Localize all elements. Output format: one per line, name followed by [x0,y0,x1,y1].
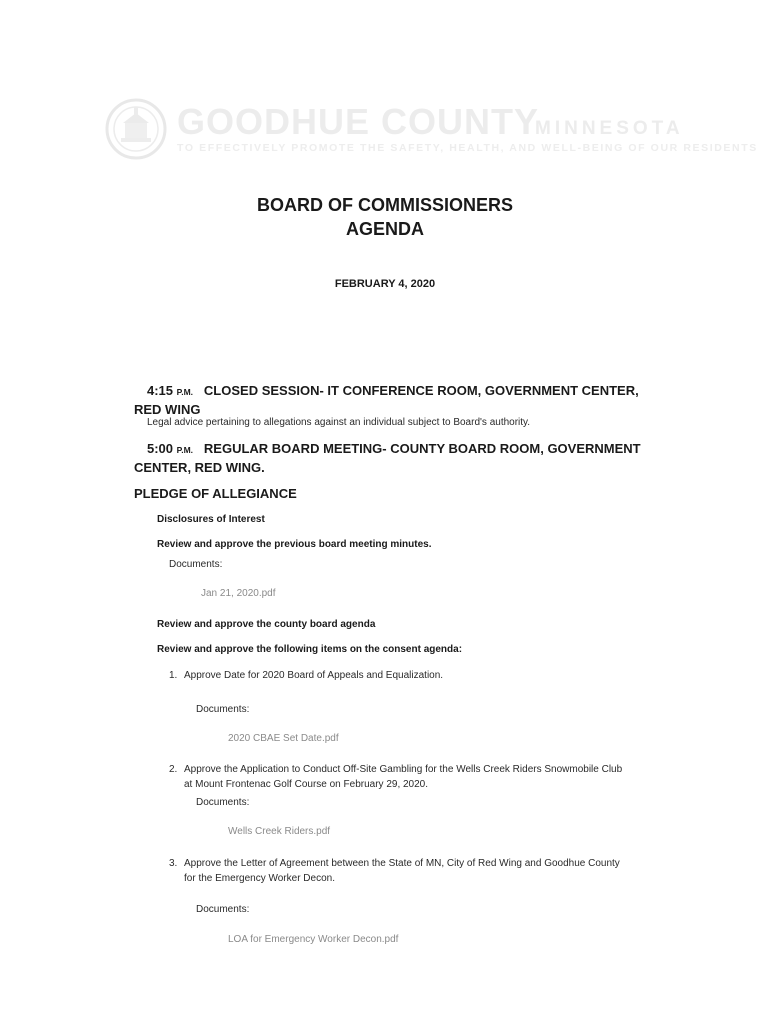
closed-session-pm: P.M. [176,387,194,397]
page-subtitle: AGENDA [345,219,424,239]
consent-item-1-document-link[interactable]: 2020 CBAE Set Date.pdf [228,733,339,744]
consent-item-2-document-link[interactable]: Wells Creek Riders.pdf [228,826,331,837]
consent-item-number: 3. [169,858,178,869]
consent-item-number: 1. [169,670,178,681]
closed-session-time: 4:15 [147,383,174,398]
consent-item-text-cont: for the Emergency Worker Decon. [184,873,335,884]
consent-item-1-documents-label: Documents: [196,704,250,715]
consent-item-text: Approve the Letter of Agreement between the State of MN, City of Red Wing and Goodhue County [184,858,620,869]
meeting-date: FEBRUARY 4, 2020 [334,278,436,290]
consent-agenda-item: Review and approve the following items on the consent agenda: [157,644,463,655]
minutes-document-link[interactable]: Jan 21, 2020.pdf [201,588,276,599]
consent-item-number: 2. [169,764,178,775]
pledge-heading: PLEDGE OF ALLEGIANCE [134,486,297,501]
closed-session-title-cont: RED WING [134,402,201,417]
minutes-documents-label: Documents: [169,559,223,570]
county-seal-icon [105,98,167,160]
letterhead-state: MINNESOTA [535,118,684,139]
closed-session-heading [134,382,674,419]
consent-item-3 [169,856,669,886]
consent-item-text-cont: at Mount Frontenac Golf Course on February 29, 2020. [184,779,429,790]
consent-item-text: Approve the Application to Conduct Off-Site Gambling for the Wells Creek Riders Snowmobile Club [184,764,623,775]
county-letterhead [105,98,758,164]
regular-meeting-time: 5:00 [147,441,174,456]
minutes-item: Review and approve the previous board meeting minutes. [157,539,432,550]
consent-item-1 [169,668,669,683]
regular-meeting-heading [134,440,674,477]
consent-item-2-documents-label: Documents: [196,797,250,808]
closed-session-title: CLOSED SESSION- IT CONFERENCE ROOM, GOVERNMENT CENTER, [203,383,639,398]
agenda-review-item: Review and approve the county board agenda [157,619,376,630]
page-title: BOARD OF COMMISSIONERS [256,195,513,215]
consent-item-3-documents-label: Documents: [196,904,250,915]
consent-item-2 [169,762,669,792]
closed-session-description: Legal advice pertaining to allegations against an individual subject to Board's authority. [147,417,531,428]
letterhead-motto: TO EFFECTIVELY PROMOTE THE SAFETY, HEALTH, AND WELL-BEING OF OUR RESIDENTS [177,142,758,154]
regular-meeting-title-cont: CENTER, RED WING. [134,460,265,475]
letterhead-county-name: GOODHUE COUNTY [177,101,540,142]
consent-item-3-document-link[interactable]: LOA for Emergency Worker Decon.pdf [228,934,399,945]
consent-item-text: Approve Date for 2020 Board of Appeals and Equalization. [184,670,444,681]
regular-meeting-pm: P.M. [176,445,194,455]
disclosures-item: Disclosures of Interest [157,514,265,525]
regular-meeting-title: REGULAR BOARD MEETING- COUNTY BOARD ROOM, GOVERNMENT [203,441,641,456]
